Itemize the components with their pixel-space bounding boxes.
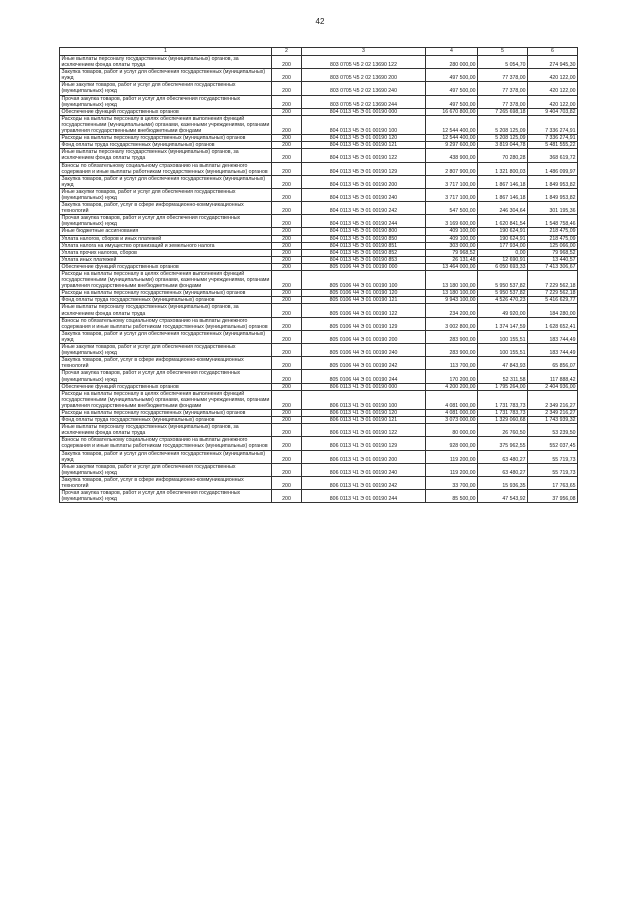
row-name-cell: Закупка товаров, работ и услуг для обеспечения государственных (муниципальных) нужд (60, 330, 272, 343)
header-cell: 3 (302, 48, 426, 56)
row-unexecuted-cell: 420 122,00 (528, 82, 578, 95)
row-unexecuted-cell: 9 404 703,82 (528, 108, 578, 115)
row-unexecuted-cell: 79 968,52 (528, 249, 578, 256)
row-budget-code-cell: 806 0113 Ч1 Э 01 00190 000 (302, 383, 426, 390)
row-unexecuted-cell: 552 037,45 (528, 437, 578, 450)
row-executed-cell: 3 819 044,78 (478, 142, 528, 149)
row-approved-cell: 16 670 800,00 (426, 108, 478, 115)
table-row (60, 242, 578, 249)
row-approved-cell: 280 000,00 (426, 56, 478, 69)
row-name-cell: Иные закупки товаров, работ и услуг для обеспечения государственных (муниципальных) нужд (60, 344, 272, 357)
row-budget-code-cell: 804 0113 Ч5 Э 01 00190 853 (302, 256, 426, 263)
row-approved-cell: 283 900,00 (426, 330, 478, 343)
table-row (60, 215, 578, 228)
table-row (60, 304, 578, 317)
row-unexecuted-cell: 1 628 652,41 (528, 317, 578, 330)
row-name-cell: Расходы на выплаты персоналу в целях обеспечения выполнения функций государственными (муниципальными) органами, казенными учреждениями, органами управления государственными внебюджетными фондами (60, 115, 272, 134)
row-name-cell: Иные бюджетные ассигнования (60, 228, 272, 235)
row-executed-cell: 5 950 537,82 (478, 290, 528, 297)
row-approved-cell: 13 180 100,00 (426, 290, 478, 297)
table-row (60, 188, 578, 201)
row-name-cell: Иные выплаты персоналу государственных (муниципальных) органов, за исключением фонда оплаты труда (60, 149, 272, 162)
row-executed-cell: 77 378,00 (478, 82, 528, 95)
table-row (60, 390, 578, 409)
row-executed-cell: 5 208 125,09 (478, 135, 528, 142)
row-budget-code-cell: 806 0113 Ч1 Э 01 00190 242 (302, 476, 426, 489)
row-budget-code-cell: 805 0106 Ч4 Э 01 00190 122 (302, 304, 426, 317)
row-executed-cell: 5 208 125,09 (478, 115, 528, 134)
row-executed-cell: 1 731 783,73 (478, 390, 528, 409)
row-budget-code-cell: 803 0705 Ч5 2 02 13690 240 (302, 82, 426, 95)
row-admin-code-cell: 200 (272, 450, 302, 463)
row-admin-code-cell: 200 (272, 175, 302, 188)
row-budget-code-cell: 803 0705 Ч5 2 02 13690 122 (302, 56, 426, 69)
row-approved-cell: 234 200,00 (426, 304, 478, 317)
row-admin-code-cell: 200 (272, 162, 302, 175)
row-unexecuted-cell: 5 481 555,22 (528, 142, 578, 149)
table-row (60, 263, 578, 270)
row-name-cell: Фонд оплаты труда государственных (муниципальных) органов (60, 142, 272, 149)
row-approved-cell: 13 180 100,00 (426, 271, 478, 290)
table-row (60, 235, 578, 242)
row-admin-code-cell: 200 (272, 95, 302, 108)
row-budget-code-cell: 805 0106 Ч4 Э 01 00190 120 (302, 290, 426, 297)
row-unexecuted-cell: 17 763,65 (528, 476, 578, 489)
row-budget-code-cell: 804 0113 Ч5 Э 01 00190 800 (302, 228, 426, 235)
table-row (60, 249, 578, 256)
row-budget-code-cell: 804 0113 Ч5 Э 01 00190 120 (302, 135, 426, 142)
row-executed-cell: 1 329 060,68 (478, 417, 528, 424)
row-admin-code-cell: 200 (272, 383, 302, 390)
row-name-cell: Закупка товаров, работ и услуг для обеспечения государственных (муниципальных) нужд (60, 69, 272, 82)
row-unexecuted-cell: 117 888,42 (528, 370, 578, 383)
row-unexecuted-cell: 1 849 953,82 (528, 188, 578, 201)
row-name-cell: Иные выплаты персоналу государственных (муниципальных) органов, за исключением фонда оплаты труда (60, 56, 272, 69)
row-executed-cell: 5 950 537,82 (478, 271, 528, 290)
header-cell: 2 (272, 48, 302, 56)
row-name-cell: Прочая закупка товаров, работ и услуг для обеспечения государственных (муниципальных) нужд (60, 370, 272, 383)
row-executed-cell: 1 731 783,73 (478, 409, 528, 416)
row-executed-cell: 100 155,51 (478, 330, 528, 343)
row-executed-cell: 63 480,27 (478, 450, 528, 463)
row-unexecuted-cell: 2 404 936,00 (528, 383, 578, 390)
row-budget-code-cell: 804 0113 Ч5 Э 01 00190 244 (302, 215, 426, 228)
row-executed-cell: 15 936,35 (478, 476, 528, 489)
row-executed-cell: 1 620 841,54 (478, 215, 528, 228)
row-name-cell: Иные закупки товаров, работ и услуг для обеспечения государственных (муниципальных) нужд (60, 82, 272, 95)
row-admin-code-cell: 200 (272, 290, 302, 297)
row-budget-code-cell: 806 0113 Ч1 Э 01 00190 240 (302, 463, 426, 476)
row-admin-code-cell: 200 (272, 330, 302, 343)
table-row (60, 476, 578, 489)
row-budget-code-cell: 804 0113 Ч5 Э 01 00190 100 (302, 115, 426, 134)
row-executed-cell: 7 265 698,18 (478, 108, 528, 115)
row-budget-code-cell: 805 0106 Ч4 Э 01 00190 100 (302, 271, 426, 290)
header-cell: 1 (60, 48, 272, 56)
row-name-cell: Расходы на выплаты персоналу в целях обеспечения выполнения функций государственными (муниципальными) органами, казенными учреждениями, органами управления государственными внебюджетными фондами (60, 390, 272, 409)
row-approved-cell: 170 200,00 (426, 370, 478, 383)
table-row (60, 135, 578, 142)
row-budget-code-cell: 806 0113 Ч1 Э 01 00190 200 (302, 450, 426, 463)
row-unexecuted-cell: 7 229 562,18 (528, 271, 578, 290)
row-approved-cell: 3 169 600,00 (426, 215, 478, 228)
row-approved-cell: 12 544 400,00 (426, 135, 478, 142)
row-budget-code-cell: 804 0113 Ч5 Э 01 00190 240 (302, 188, 426, 201)
row-budget-code-cell: 804 0113 Ч5 Э 01 00190 000 (302, 108, 426, 115)
row-approved-cell: 26 131,48 (426, 256, 478, 263)
row-unexecuted-cell: 2 349 216,27 (528, 390, 578, 409)
row-executed-cell: 190 624,91 (478, 235, 528, 242)
row-admin-code-cell: 200 (272, 188, 302, 201)
row-unexecuted-cell: 7 336 274,91 (528, 115, 578, 134)
table-row (60, 202, 578, 215)
row-admin-code-cell: 200 (272, 115, 302, 134)
row-admin-code-cell: 200 (272, 370, 302, 383)
row-approved-cell: 2 807 900,00 (426, 162, 478, 175)
row-budget-code-cell: 805 0106 Ч4 Э 01 00190 129 (302, 317, 426, 330)
table-row (60, 162, 578, 175)
row-budget-code-cell: 806 0113 Ч1 Э 01 00190 120 (302, 409, 426, 416)
header-cell: 6 (528, 48, 578, 56)
row-name-cell: Иные закупки товаров, работ и услуг для обеспечения государственных (муниципальных) нужд (60, 188, 272, 201)
row-admin-code-cell: 200 (272, 344, 302, 357)
row-admin-code-cell: 200 (272, 409, 302, 416)
row-budget-code-cell: 804 0113 Ч5 Э 01 00190 122 (302, 149, 426, 162)
row-approved-cell: 409 100,00 (426, 228, 478, 235)
row-admin-code-cell: 200 (272, 297, 302, 304)
row-unexecuted-cell: 55 719,73 (528, 450, 578, 463)
table-row (60, 228, 578, 235)
row-name-cell: Уплата налогов, сборов и иных платежей (60, 235, 272, 242)
row-approved-cell: 3 073 000,00 (426, 417, 478, 424)
row-admin-code-cell: 200 (272, 390, 302, 409)
row-name-cell: Обеспечение функций государственных органов (60, 263, 272, 270)
row-approved-cell: 113 700,00 (426, 357, 478, 370)
row-unexecuted-cell: 184 280,00 (528, 304, 578, 317)
row-unexecuted-cell: 65 856,07 (528, 357, 578, 370)
table-row (60, 417, 578, 424)
row-unexecuted-cell: 7 229 562,18 (528, 290, 578, 297)
row-admin-code-cell: 200 (272, 476, 302, 489)
table-row (60, 290, 578, 297)
row-name-cell: Иные выплаты персоналу государственных (муниципальных) органов, за исключением фонда оплаты труда (60, 424, 272, 437)
row-admin-code-cell: 200 (272, 235, 302, 242)
row-unexecuted-cell: 301 195,36 (528, 202, 578, 215)
table-row (60, 370, 578, 383)
table-row (60, 424, 578, 437)
row-name-cell: Иные выплаты персоналу государственных (муниципальных) органов, за исключением фонда оплаты труда (60, 304, 272, 317)
row-approved-cell: 3 002 800,00 (426, 317, 478, 330)
row-approved-cell: 9 943 100,00 (426, 297, 478, 304)
row-unexecuted-cell: 7 413 306,67 (528, 263, 578, 270)
row-executed-cell: 12 690,91 (478, 256, 528, 263)
row-name-cell: Прочая закупка товаров, работ и услуг для обеспечения государственных (муниципальных) нужд (60, 215, 272, 228)
row-name-cell: Обеспечение функций государственных органов (60, 108, 272, 115)
row-approved-cell: 283 900,00 (426, 344, 478, 357)
row-name-cell: Расходы на выплаты персоналу государственных (муниципальных) органов (60, 135, 272, 142)
table-row (60, 357, 578, 370)
row-name-cell: Уплата иных платежей (60, 256, 272, 263)
row-budget-code-cell: 804 0113 Ч5 Э 01 00190 121 (302, 142, 426, 149)
row-budget-code-cell: 806 0113 Ч1 Э 01 00190 122 (302, 424, 426, 437)
row-name-cell: Прочая закупка товаров, работ и услуг для обеспечения государственных (муниципальных) нужд (60, 95, 272, 108)
table-row (60, 409, 578, 416)
row-approved-cell: 409 100,00 (426, 235, 478, 242)
row-approved-cell: 547 500,00 (426, 202, 478, 215)
table-row (60, 149, 578, 162)
row-name-cell: Закупка товаров, работ и услуг для обеспечения государственных (муниципальных) нужд (60, 450, 272, 463)
row-executed-cell: 77 378,00 (478, 95, 528, 108)
row-name-cell: Фонд оплаты труда государственных (муниципальных) органов (60, 417, 272, 424)
row-approved-cell: 4 081 000,00 (426, 409, 478, 416)
row-name-cell: Закупка товаров, работ, услуг в сфере информационно-коммуникационных технологий (60, 357, 272, 370)
row-budget-code-cell: 804 0113 Ч5 Э 01 00190 851 (302, 242, 426, 249)
table-row (60, 256, 578, 263)
row-budget-code-cell: 804 0113 Ч5 Э 01 00190 852 (302, 249, 426, 256)
row-executed-cell: 1 374 147,59 (478, 317, 528, 330)
row-executed-cell: 47 843,93 (478, 357, 528, 370)
header-cell: 5 (478, 48, 528, 56)
row-budget-code-cell: 805 0106 Ч4 Э 01 00190 240 (302, 344, 426, 357)
table-header-row (60, 48, 578, 56)
row-budget-code-cell: 805 0106 Ч4 Э 01 00190 242 (302, 357, 426, 370)
row-name-cell: Взносы по обязательному социальному страхованию на выплаты денежного содержания и иные выплаты работникам государственных (муниципальных) органов (60, 317, 272, 330)
row-budget-code-cell: 804 0113 Ч5 Э 01 00190 129 (302, 162, 426, 175)
table-row (60, 383, 578, 390)
row-name-cell: Закупка товаров, работ, услуг в сфере информационно-коммуникационных технологий (60, 476, 272, 489)
row-unexecuted-cell: 218 475,09 (528, 235, 578, 242)
row-executed-cell: 77 378,00 (478, 69, 528, 82)
row-admin-code-cell: 200 (272, 304, 302, 317)
row-admin-code-cell: 200 (272, 108, 302, 115)
table-row (60, 115, 578, 134)
row-approved-cell: 4 081 000,00 (426, 390, 478, 409)
row-unexecuted-cell: 13 440,57 (528, 256, 578, 263)
row-approved-cell: 80 000,00 (426, 424, 478, 437)
row-unexecuted-cell: 55 719,73 (528, 463, 578, 476)
page-number: 42 (315, 17, 325, 26)
row-approved-cell: 79 968,52 (426, 249, 478, 256)
row-budget-code-cell: 805 0106 Ч4 Э 01 00190 200 (302, 330, 426, 343)
row-admin-code-cell: 200 (272, 357, 302, 370)
row-name-cell: Взносы по обязательному социальному страхованию на выплаты денежного содержания и иные выплаты работникам государственных (муниципальных) органов (60, 162, 272, 175)
table-row (60, 317, 578, 330)
row-approved-cell: 119 200,00 (426, 450, 478, 463)
row-admin-code-cell: 200 (272, 424, 302, 437)
row-executed-cell: 4 526 470,23 (478, 297, 528, 304)
row-admin-code-cell: 200 (272, 256, 302, 263)
row-approved-cell: 9 297 600,00 (426, 142, 478, 149)
row-admin-code-cell: 200 (272, 202, 302, 215)
row-admin-code-cell: 200 (272, 142, 302, 149)
row-name-cell: Взносы по обязательному социальному страхованию на выплаты денежного содержания и иные выплаты работникам государственных (муниципальных) органов (60, 437, 272, 450)
row-unexecuted-cell: 183 744,49 (528, 330, 578, 343)
row-name-cell: Расходы на выплаты персоналу государственных (муниципальных) органов (60, 409, 272, 416)
row-unexecuted-cell: 37 956,08 (528, 490, 578, 503)
row-budget-code-cell: 806 0113 Ч1 Э 01 00190 121 (302, 417, 426, 424)
row-executed-cell: 0,00 (478, 249, 528, 256)
row-approved-cell: 928 000,00 (426, 437, 478, 450)
row-unexecuted-cell: 1 548 758,46 (528, 215, 578, 228)
row-admin-code-cell: 200 (272, 149, 302, 162)
row-unexecuted-cell: 53 239,50 (528, 424, 578, 437)
row-unexecuted-cell: 1 743 939,32 (528, 417, 578, 424)
row-executed-cell: 1 867 146,18 (478, 188, 528, 201)
row-unexecuted-cell: 183 744,49 (528, 344, 578, 357)
table-row (60, 344, 578, 357)
row-approved-cell: 3 717 100,00 (426, 175, 478, 188)
row-executed-cell: 26 760,50 (478, 424, 528, 437)
header-cell: 4 (426, 48, 478, 56)
row-unexecuted-cell: 218 475,09 (528, 228, 578, 235)
row-budget-code-cell: 806 0113 Ч1 Э 01 00190 100 (302, 390, 426, 409)
table-row (60, 82, 578, 95)
row-executed-cell: 177 934,00 (478, 242, 528, 249)
row-unexecuted-cell: 420 122,00 (528, 69, 578, 82)
row-unexecuted-cell: 1 486 099,97 (528, 162, 578, 175)
row-executed-cell: 6 050 693,33 (478, 263, 528, 270)
row-admin-code-cell: 200 (272, 82, 302, 95)
row-budget-code-cell: 806 0113 Ч1 Э 01 00190 244 (302, 490, 426, 503)
row-executed-cell: 190 624,91 (478, 228, 528, 235)
row-budget-code-cell: 805 0106 Ч4 Э 01 00190 244 (302, 370, 426, 383)
row-approved-cell: 3 717 100,00 (426, 188, 478, 201)
row-approved-cell: 438 900,00 (426, 149, 478, 162)
row-admin-code-cell: 200 (272, 463, 302, 476)
row-approved-cell: 33 700,00 (426, 476, 478, 489)
table-row (60, 437, 578, 450)
table-row (60, 450, 578, 463)
row-unexecuted-cell: 274 945,30 (528, 56, 578, 69)
row-name-cell: Расходы на выплаты персоналу государственных (муниципальных) органов (60, 290, 272, 297)
row-executed-cell: 1 867 146,18 (478, 175, 528, 188)
table-row (60, 95, 578, 108)
row-budget-code-cell: 803 0705 Ч5 2 02 13690 244 (302, 95, 426, 108)
row-admin-code-cell: 200 (272, 317, 302, 330)
row-executed-cell: 1 321 800,03 (478, 162, 528, 175)
row-name-cell: Обеспечение функций государственных органов (60, 383, 272, 390)
row-name-cell: Уплата прочих налогов, сборов (60, 249, 272, 256)
table-row (60, 330, 578, 343)
table-row (60, 463, 578, 476)
row-admin-code-cell: 200 (272, 437, 302, 450)
row-executed-cell: 63 480,27 (478, 463, 528, 476)
table-row (60, 56, 578, 69)
table-row (60, 297, 578, 304)
row-admin-code-cell: 200 (272, 249, 302, 256)
table-row (60, 175, 578, 188)
table-row (60, 271, 578, 290)
row-name-cell: Уплата налога на имущество организаций и земельного налога (60, 242, 272, 249)
row-admin-code-cell: 200 (272, 56, 302, 69)
row-admin-code-cell: 200 (272, 228, 302, 235)
row-budget-code-cell: 804 0113 Ч5 Э 01 00190 850 (302, 235, 426, 242)
table-row (60, 142, 578, 149)
row-unexecuted-cell: 1 849 953,82 (528, 175, 578, 188)
table-row (60, 69, 578, 82)
row-executed-cell: 49 920,00 (478, 304, 528, 317)
budget-execution-table (59, 47, 578, 503)
row-unexecuted-cell: 7 336 274,91 (528, 135, 578, 142)
row-name-cell: Закупка товаров, работ и услуг для обеспечения государственных (муниципальных) нужд (60, 175, 272, 188)
row-budget-code-cell: 804 0113 Ч5 Э 01 00190 200 (302, 175, 426, 188)
row-executed-cell: 5 054,70 (478, 56, 528, 69)
row-admin-code-cell: 200 (272, 417, 302, 424)
row-unexecuted-cell: 420 122,00 (528, 95, 578, 108)
row-executed-cell: 70 280,28 (478, 149, 528, 162)
row-approved-cell: 85 500,00 (426, 490, 478, 503)
row-approved-cell: 497 500,00 (426, 82, 478, 95)
row-executed-cell: 52 311,58 (478, 370, 528, 383)
row-admin-code-cell: 200 (272, 271, 302, 290)
row-budget-code-cell: 805 0106 Ч4 Э 01 00190 121 (302, 297, 426, 304)
row-admin-code-cell: 200 (272, 490, 302, 503)
row-executed-cell: 100 155,51 (478, 344, 528, 357)
row-name-cell: Расходы на выплаты персоналу в целях обеспечения выполнения функций государственными (муниципальными) органами, казенными учреждениями, органами управления государственными внебюджетными фондами (60, 271, 272, 290)
row-unexecuted-cell: 2 349 216,27 (528, 409, 578, 416)
row-budget-code-cell: 804 0113 Ч5 Э 01 00190 242 (302, 202, 426, 215)
table-row (60, 490, 578, 503)
row-name-cell: Фонд оплаты труда государственных (муниципальных) органов (60, 297, 272, 304)
row-budget-code-cell: 803 0705 Ч5 2 02 13690 200 (302, 69, 426, 82)
table-row (60, 108, 578, 115)
row-executed-cell: 47 543,92 (478, 490, 528, 503)
row-approved-cell: 13 464 000,00 (426, 263, 478, 270)
row-unexecuted-cell: 5 416 629,77 (528, 297, 578, 304)
row-approved-cell: 303 000,00 (426, 242, 478, 249)
row-name-cell: Закупка товаров, работ, услуг в сфере информационно-коммуникационных технологий (60, 202, 272, 215)
row-approved-cell: 497 500,00 (426, 69, 478, 82)
row-approved-cell: 12 544 400,00 (426, 115, 478, 134)
row-approved-cell: 119 200,00 (426, 463, 478, 476)
row-admin-code-cell: 200 (272, 263, 302, 270)
row-budget-code-cell: 806 0113 Ч1 Э 01 00190 129 (302, 437, 426, 450)
row-unexecuted-cell: 125 066,00 (528, 242, 578, 249)
row-name-cell: Иные закупки товаров, работ и услуг для обеспечения государственных (муниципальных) нужд (60, 463, 272, 476)
row-admin-code-cell: 200 (272, 215, 302, 228)
row-admin-code-cell: 200 (272, 242, 302, 249)
row-executed-cell: 1 795 264,00 (478, 383, 528, 390)
row-approved-cell: 497 500,00 (426, 95, 478, 108)
row-approved-cell: 4 200 200,00 (426, 383, 478, 390)
row-name-cell: Прочая закупка товаров, работ и услуг для обеспечения государственных (муниципальных) нужд (60, 490, 272, 503)
row-executed-cell: 375 962,55 (478, 437, 528, 450)
row-executed-cell: 246 304,64 (478, 202, 528, 215)
row-admin-code-cell: 200 (272, 135, 302, 142)
row-unexecuted-cell: 368 619,72 (528, 149, 578, 162)
row-admin-code-cell: 200 (272, 69, 302, 82)
row-budget-code-cell: 805 0106 Ч4 Э 01 00190 000 (302, 263, 426, 270)
